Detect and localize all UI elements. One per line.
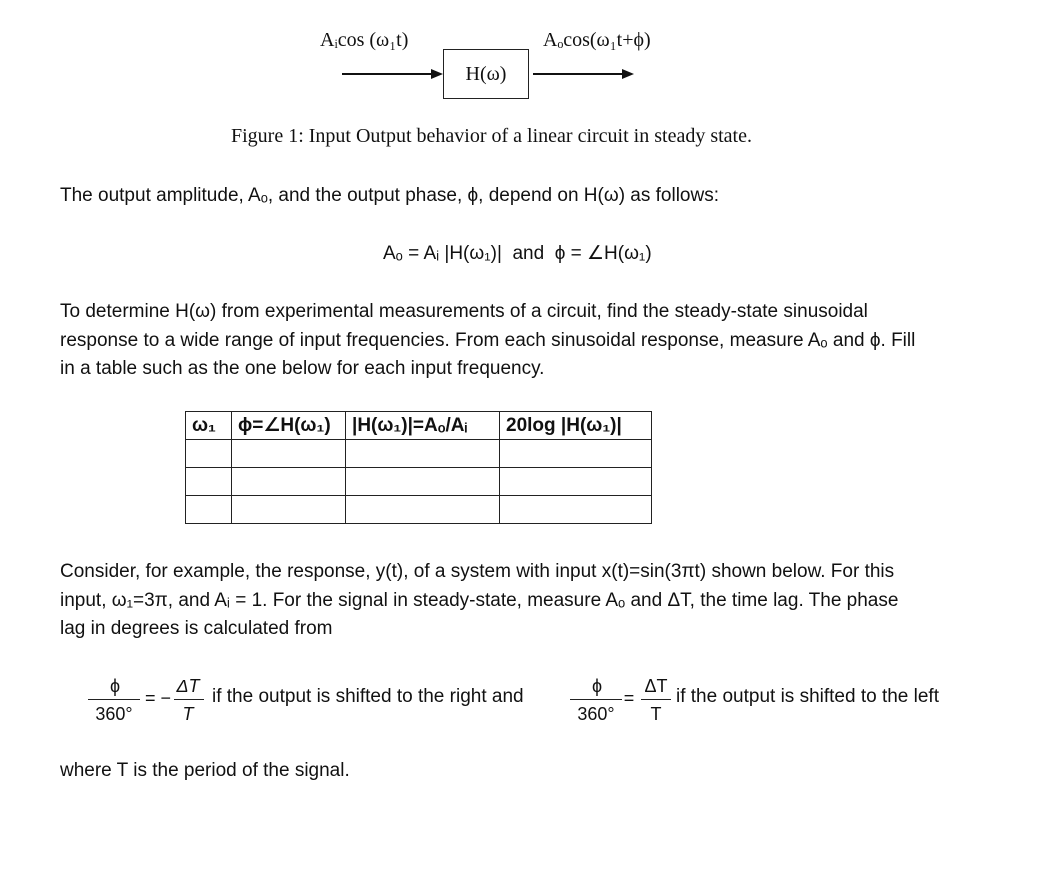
closing-sentence: where T is the period of the signal. xyxy=(60,760,350,781)
header-magnitude: |H(ω₁)|=Aₒ/Aᵢ xyxy=(346,412,500,440)
table-cell xyxy=(500,468,652,496)
formula2-fraction-bar-left xyxy=(570,699,622,700)
table-row xyxy=(186,440,652,468)
formula1-numerator-delta-t: ΔT xyxy=(176,676,200,696)
formula2-text: if the output is shifted to the left xyxy=(676,686,939,707)
table-cell xyxy=(346,496,500,524)
paragraph-measure-line-1: To determine H(ω) from experimental measurements of a circuit, find the steady-state sinusoidal xyxy=(60,301,868,322)
paragraph-example-line-2: input, ω₁=3π, and Aᵢ = 1. For the signal in steady-state, measure Aₒ and ΔT, the time lag. The phase xyxy=(60,590,899,611)
table-row xyxy=(186,496,652,524)
paragraph-measure-line-3: in a table such as the one below for each input frequency. xyxy=(60,358,545,379)
equation-amplitude: Aₒ = Aᵢ |H(ω₁)| xyxy=(383,243,502,264)
formula2-denominator-360: 360° xyxy=(577,704,615,724)
paragraph-example-line-1: Consider, for example, the response, y(t), of a system with input x(t)=sin(3πt) shown below. For this xyxy=(60,561,895,582)
table-cell xyxy=(186,496,232,524)
table-cell xyxy=(346,468,500,496)
formula2-equals: = xyxy=(623,688,635,708)
formula2-fraction-bar-right xyxy=(641,699,671,700)
table-cell xyxy=(186,468,232,496)
table-cell xyxy=(232,440,346,468)
formula1-fraction-bar-left xyxy=(88,699,140,700)
table-cell xyxy=(232,496,346,524)
transfer-function-block xyxy=(443,49,529,99)
input-signal-label: Aᵢcos (ω₁t) xyxy=(320,29,409,51)
header-frequency: ω₁ xyxy=(186,412,232,440)
table-cell xyxy=(232,468,346,496)
formula1-denominator-t: T xyxy=(182,704,194,724)
table-cell xyxy=(186,440,232,468)
figure-caption: Figure 1: Input Output behavior of a linear circuit in steady state. xyxy=(231,125,752,147)
table-cell xyxy=(346,440,500,468)
equation-connector: and xyxy=(512,243,545,264)
formula2-denominator-t: T xyxy=(650,704,662,724)
formula1-fraction-bar-right xyxy=(174,699,204,700)
formula2-numerator-phi: ϕ xyxy=(591,676,603,696)
table-cell xyxy=(500,496,652,524)
header-decibel: 20log |H(ω₁)| xyxy=(500,412,652,440)
formula1-numerator-phi: ϕ xyxy=(109,676,121,696)
equation-line xyxy=(383,240,652,268)
output-signal-label: Aₒcos(ω₁t+ϕ) xyxy=(543,29,651,51)
paragraph-example-line-3: lag in degrees is calculated from xyxy=(60,618,333,639)
table-row xyxy=(186,468,652,496)
formula1-equals: = − xyxy=(144,688,172,708)
paragraph-output-dependence: The output amplitude, Aₒ, and the output phase, ϕ, depend on H(ω) as follows: xyxy=(60,185,719,206)
input-arrow-head xyxy=(431,69,443,79)
table-header-row xyxy=(186,412,652,440)
transfer-function-label: H(ω) xyxy=(465,62,507,85)
table-cell xyxy=(500,440,652,468)
formula2-numerator-delta-t: ΔT xyxy=(644,676,668,696)
equation-phase: ϕ = ∠H(ω₁) xyxy=(554,243,652,264)
header-phase: ϕ=∠H(ω₁) xyxy=(232,412,346,440)
output-arrow-head xyxy=(622,69,634,79)
formula1-text: if the output is shifted to the right and xyxy=(212,686,524,707)
paragraph-measure-line-2: response to a wide range of input frequencies. From each sinusoidal response, measure Aₒ and ϕ. Fill xyxy=(60,330,916,351)
formula1-denominator-360: 360° xyxy=(95,704,133,724)
measurement-table xyxy=(185,411,652,524)
